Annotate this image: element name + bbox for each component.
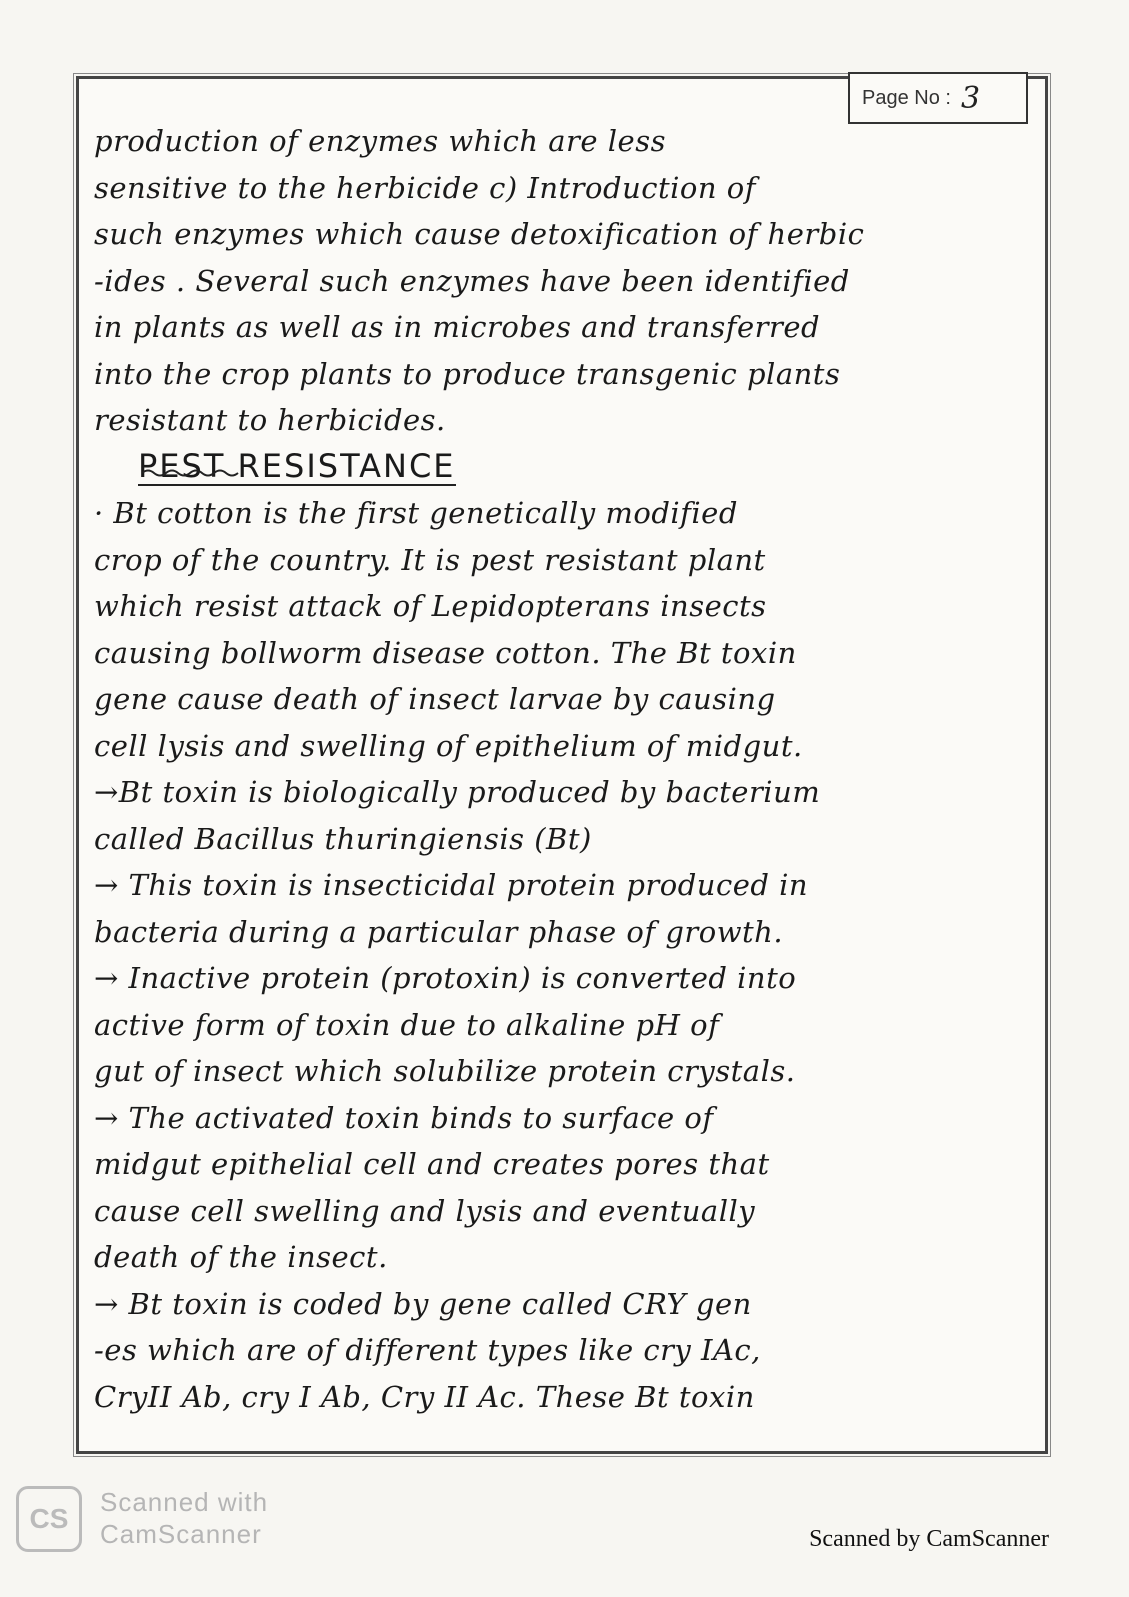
note-line: gut of insect which solubilize protein crystals.: [94, 1054, 796, 1088]
note-line: →Bt toxin is biologically produced by bacterium: [94, 775, 821, 809]
note-line: cell lysis and swelling of epithelium of midgut.: [94, 728, 803, 763]
note-line: cause cell swelling and lysis and eventually: [94, 1193, 756, 1228]
watermark-line-1: Scanned with: [100, 1487, 269, 1517]
note-line: midgut epithelial cell and creates pores that: [94, 1147, 770, 1181]
note-line: crop of the country. It is pest resistant plant: [94, 542, 766, 577]
note-line: → The activated toxin binds to surface of: [94, 1100, 714, 1135]
note-line: active form of toxin due to alkaline pH of: [94, 1007, 720, 1042]
note-line: → Inactive protein (protoxin) is converted into: [94, 961, 797, 995]
note-line: in plants as well as in microbes and transferred: [94, 310, 821, 344]
note-line: · Bt cotton is the first genetically modified: [94, 496, 738, 530]
watermark-line-2: CamScanner: [100, 1519, 262, 1549]
camscanner-logo: CS: [16, 1486, 82, 1552]
note-line: → This toxin is insecticidal protein produced in: [94, 868, 809, 902]
note-line: such enzymes which cause detoxification of herbic: [94, 217, 865, 251]
note-line: sensitive to the herbicide c) Introduction of: [94, 170, 756, 205]
heading-wavy-underline: [142, 468, 240, 478]
note-line: bacteria during a particular phase of growth.: [94, 914, 784, 949]
note-line: → Bt toxin is coded by gene called CRY gen: [94, 1286, 752, 1321]
page-number-label: Page No :: [862, 86, 951, 109]
note-line: death of the insect.: [94, 1240, 388, 1274]
note-line: which resist attack of Lepidopterans insects: [94, 589, 767, 623]
section-heading: PEST RESISTANCE: [138, 446, 456, 485]
camscanner-watermark: [100, 1486, 268, 1550]
note-line: causing bollworm disease cotton. The Bt toxin: [94, 635, 797, 670]
note-line: resistant to herbicides.: [94, 403, 446, 437]
note-line: production of enzymes which are less: [94, 124, 666, 158]
page-number-value: 3: [960, 80, 981, 116]
note-line: -ides . Several such enzymes have been identified: [94, 263, 850, 298]
note-line: CryII Ab, cry I Ab, Cry II Ac. These Bt toxin: [94, 1379, 755, 1414]
note-line: gene cause death of insect larvae by causing: [94, 682, 776, 716]
page-number-box: [848, 72, 1028, 124]
note-line: -es which are of different types like cry IAc,: [94, 1333, 761, 1367]
scanned-by-footer: Scanned by CamScanner: [809, 1526, 1049, 1552]
note-line: called Bacillus thuringiensis (Bt): [94, 821, 592, 856]
section-heading-line: [94, 444, 1038, 491]
handwritten-notes: [94, 118, 1038, 1420]
note-line: into the crop plants to produce transgenic plants: [94, 356, 841, 391]
